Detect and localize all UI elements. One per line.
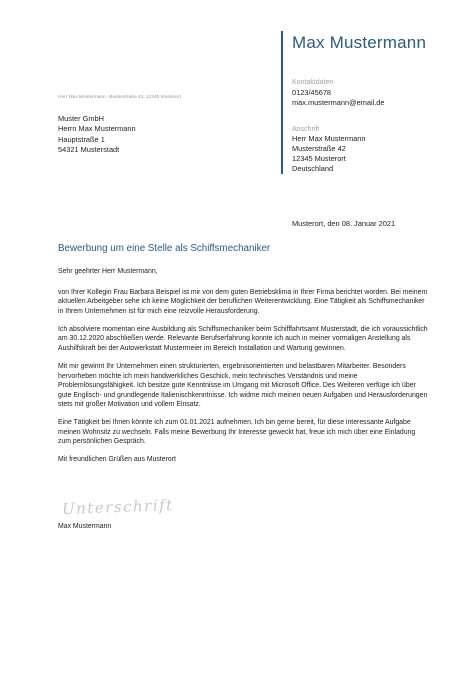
sender-return-line: Herr Max Mustermann, Musterstraße 42, 12345 Musterort (58, 95, 181, 100)
address-block (292, 134, 366, 174)
recipient-line: 54321 Musterstadt (58, 145, 120, 155)
recipient-address (58, 114, 136, 156)
body-paragraph: Mit mir gewinnt Ihr Unternehmen einen strukturierten, ergebnisorientierten und belastbaren Mitarbeiter. Besonders hervorheben möchte ich mein handwerkliches Geschick, mein technisches Verständnis und meine Problemlösungsfähigkeit. Ich besitze gute Kenntnisse im Umgang mit Microsoft Office. Des Weiteren verfüge ich über gute Englisch- und grundlegende Italienischkenntnisse. Ich widme mich meinen neuen Aufgaben und Herausforderungen stets mit großer Motivation und vollem Einsatz. (58, 362, 428, 409)
letter-subject: Bewerbung um eine Stelle als Schiffsmechaniker (58, 243, 271, 254)
recipient-line: Muster GmbH (58, 114, 104, 123)
address-line: Herr Max Mustermann (292, 134, 366, 143)
contact-label: Kontaktdaten (292, 79, 334, 86)
body-paragraph: von Ihrer Kollegin Frau Barbara Beispiel ist mir von dem guten Betriebsklima in Ihrer Firma berichtet worden. Bei meinem aktuellen Arbeitgeber sehe ich keine Möglichkeit der beruflichen Weiterentwicklung. Eine Tätigkeit als Schiffsmechaniker in Ihrem Unternehmen ist für mich eine reizvolle Herausforderung. (58, 288, 428, 315)
letter-date: Musterort, den 08. Januar 2021 (292, 219, 396, 228)
closing: Mit freundlichen Grüßen aus Musterort (58, 456, 176, 464)
header-divider-line (281, 31, 283, 174)
salutation: Sehr geehrter Herr Mustermann, (58, 268, 158, 275)
address-line: Musterstraße 42 (292, 144, 346, 153)
recipient-line: Herrn Max Mustermann (58, 124, 136, 134)
signature-name: Max Mustermann (58, 523, 112, 530)
address-line: Deutschland (292, 164, 334, 173)
address-line: 12345 Musterort (292, 154, 346, 163)
phone-number: 0123/45678 (292, 88, 332, 97)
signature: Unterschrift (61, 496, 174, 518)
contact-block (292, 88, 385, 108)
body-paragraph: Eine Tätigkeit bei Ihnen könnte ich zum 01.01.2021 aufnehmen. Ich bin gerne bereit, für diese interessante Aufgabe meinen Wohnsitz zu wechseln. Falls meine Bewerbung Ihr Interesse geweckt hat, freue ich mich über eine Einladung zum persönlichen Gespräch. (58, 419, 416, 446)
applicant-name: Max Mustermann (292, 33, 427, 52)
body-paragraph: Ich absolviere momentan eine Ausbildung als Schiffsmechaniker beim Schifffahrtsamt Musterstadt, die ich voraussichtlich am 30.12.2020 abschließen werde. Relevante Berufserfahrung konnte ich auch in meiner vormaligen Anstellung als Aushilfskraft bei der Autowerkstatt Mustermeier im Bereich Installation und Wartung gewinnen. (58, 325, 428, 352)
address-label: Anschrift (292, 126, 320, 133)
letter-body (58, 267, 428, 473)
recipient-line: Hauptstraße 1 (58, 134, 105, 144)
email-address: max.mustermann@email.de (292, 98, 385, 107)
